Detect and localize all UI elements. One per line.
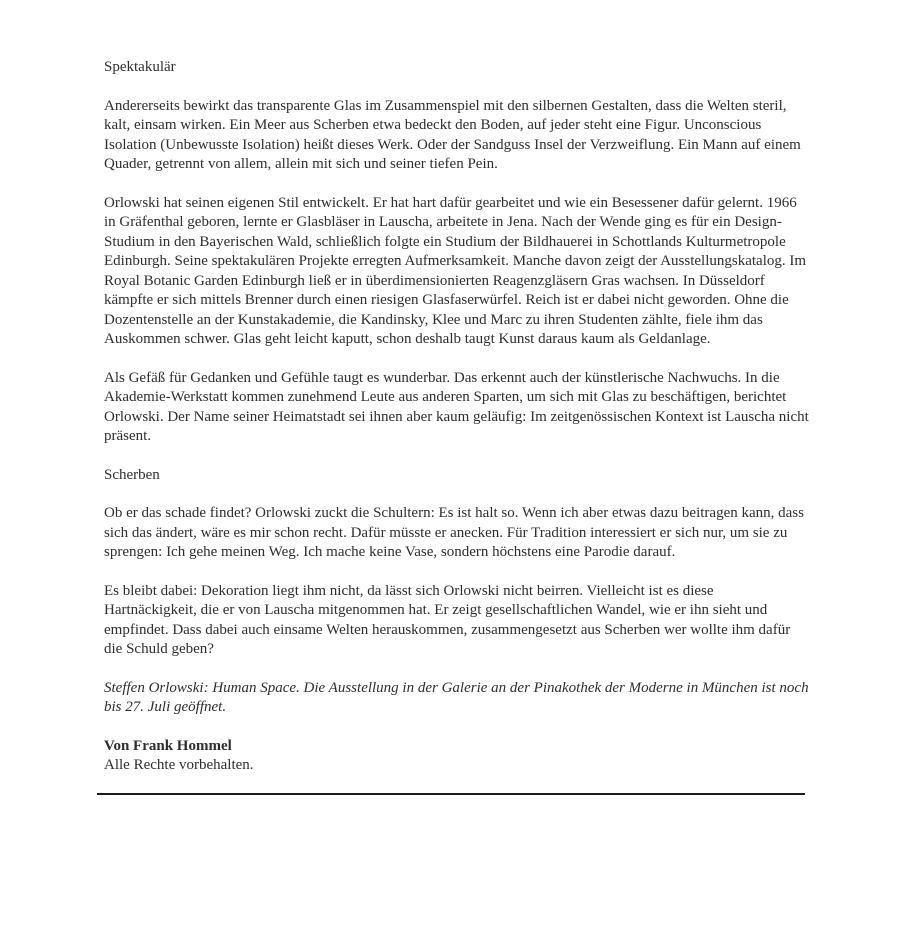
author-byline: Von Frank Hommel [104, 737, 232, 754]
paragraph-eigener-stil: Orlowski hat seinen eigenen Stil entwickelt. Er hat hart dafür gearbeitet und wie ein Besessener dafür gelernt. 1966 in Gräfenthal geboren, lernte er Glasbläser in Lauscha, arbeitete in Jena. Nach der Wende ging es für ein Design-Studium in den Bayerischen Wald, schließlich folgte ein Studium der Bildhauerei in Schottlands Kulturmetropole Edinburgh. Seine spektakulären Projekte erregten Aufmerksamkeit. Manche davon zeigt der Ausstellungskatalog. Im Royal Botanic Garden Edinburgh ließ er in überdimensionierten Reagenzgläsern Gras wachsen. In Düsseldorf kämpfte er sich mittels Brenner durch einen riesigen Glasfaserwürfel. Reich ist er dabei nicht geworden. Ohne die Dozentenstelle an der Kunstakademie, die Kandinsky, Klee und Marc zu ihren Studenten zählte, fiele ihm das Auskommen schwer. Glas geht leicht kaputt, schon deshalb taugt Kunst daraus kaum als Geldanlage. [104, 194, 807, 347]
article-body [104, 58, 810, 795]
section-heading-scherben: Scherben [104, 466, 160, 483]
paragraph-glas-welten: Andererseits bewirkt das transparente Glas im Zusammenspiel mit den silbernen Gestalten, dass die Welten steril, kalt, einsam wirken. Ein Meer aus Scherben etwa bedeckt den Boden, auf jeder steht eine Figur. Unconscious Isolation (Unbewusste Isolation) heißt dieses Werk. Oder der Sandguss Insel der Verzweiflung. Ein Mann auf einem Quader, getrennt von allem, allein mit sich und seiner tiefen Pein. [104, 97, 801, 172]
rights-notice: Alle Rechte vorbehalten. [104, 757, 254, 773]
exhibition-note: Steffen Orlowski: Human Space. Die Ausstellung in der Galerie an der Pinakothek der Moderne in München ist noch bis 27. Juli geöffnet. [104, 679, 809, 715]
section-heading-spektakulaer: Spektakulär [104, 59, 176, 75]
bottom-divider [97, 793, 805, 795]
paragraph-schade-findet: Ob er das schade findet? Orlowski zuckt die Schultern: Es ist halt so. Wenn ich aber etwas dazu beitragen kann, dass sich das ändert, wäre es mir schon recht. Dafür müsste er anecken. Für Tradition interessiert er sich nur, um sie zu sprengen: Ich gehe meinen Weg. Ich mache keine Vase, sondern höchstens eine Parodie darauf. [104, 505, 804, 560]
paragraph-gefaess-gedanken: Als Gefäß für Gedanken und Gefühle taugt es wunderbar. Das erkennt auch der künstlerische Nachwuchs. In die Akademie-Werkstatt kommen zunehmend Leute aus anderen Sparten, um sich mit Glas zu beschäftigen, berichtet Orlowski. Der Name seiner Heimatstadt sei ihnen aber kaum geläufig: Im zeitgenössischen Kontext ist Lauscha nicht präsent. [104, 369, 809, 444]
paragraph-dekoration: Es bleibt dabei: Dekoration liegt ihm nicht, da lässt sich Orlowski nicht beirren. Vielleicht ist es diese Hartnäckigkeit, die er von Lauscha mitgenommen hat. Er zeigt gesellschaftlichen Wandel, wie er ihn sieht und empfindet. Dass dabei auch einsame Welten herauskommen, zusammengesetzt aus Scherben wer wollte ihm dafür die Schuld geben? [104, 582, 791, 657]
